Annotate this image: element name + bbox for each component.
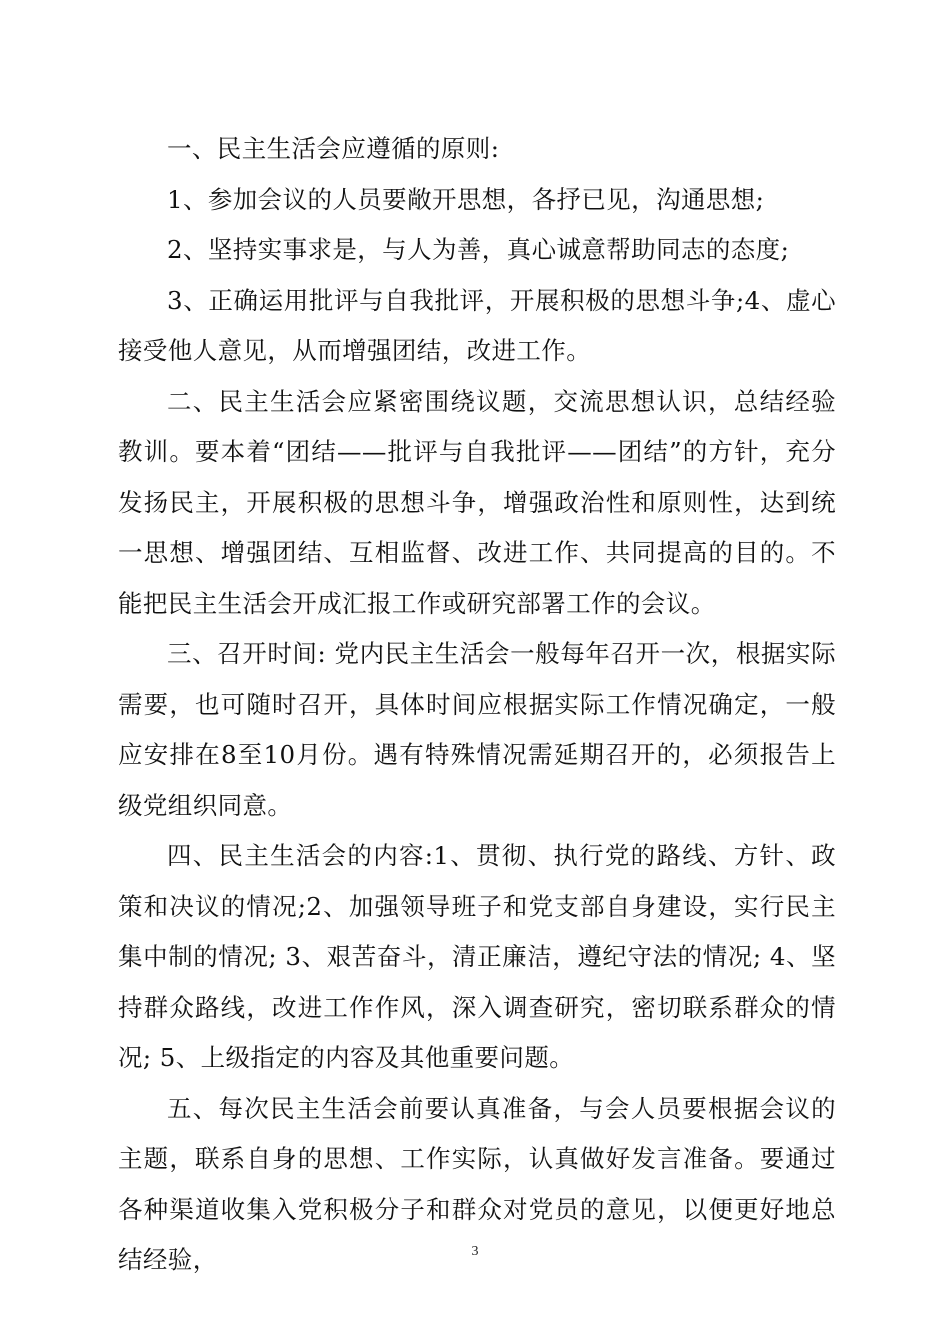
document-body — [118, 124, 836, 1286]
page-number: 3 — [471, 1244, 479, 1259]
paragraph-section-two: 二、民主生活会应紧密围绕议题，交流思想认识，总结经验教训。要本着“团结——批评与自我批评——团结”的方针，充分发扬民主，开展积极的思想斗争，增强政治性和原则性，达到统一思想、增强团结、互相监督、改进工作、共同提高的目的。不能把民主生活会开成汇报工作或研究部署工作的会议。 — [118, 386, 836, 618]
paragraph-principle-3-4: 3、正确运用批评与自我批评，开展积极的思想斗争;4、虚心接受他人意见，从而增强团结，改进工作。 — [118, 285, 836, 365]
paragraph-principle-2: 2、坚持实事求是，与人为善，真心诚意帮助同志的态度; — [167, 235, 790, 264]
paragraph-section-five: 五、每次民主生活会前要认真准备，与会人员要根据会议的主题，联系自身的思想、工作实际，认真做好发言准备。要通过各种渠道收集入党积极分子和群众对党员的意见，以便更好地总结经验， — [118, 1093, 836, 1274]
paragraph-principle-1: 1、参加会议的人员要敞开思想，各抒已见，沟通思想; — [167, 184, 765, 214]
paragraph-principles-heading: 一、民主生活会应遵循的原则: — [167, 134, 500, 163]
paragraph-section-four: 四、民主生活会的内容:1、贯彻、执行党的路线、方针、政策和决议的情况;2、加强领导班子和党支部自身建设，实行民主集中制的情况; 3、艰苦奋斗，清正廉洁，遵纪守法的情况; 4、坚持群众路线，改进工作作风，深入调查研究，密切联系群众的情况; 5、上级指定的内容及其他重要问题。 — [118, 841, 836, 1072]
paragraph-section-three: 三、召开时间: 党内民主生活会一般每年召开一次，根据实际需要，也可随时召开，具体时间应根据实际工作情况确定，一般应安排在8至10月份。遇有特殊情况需延期召开的，必须报告上级党组织同意。 — [118, 639, 836, 820]
